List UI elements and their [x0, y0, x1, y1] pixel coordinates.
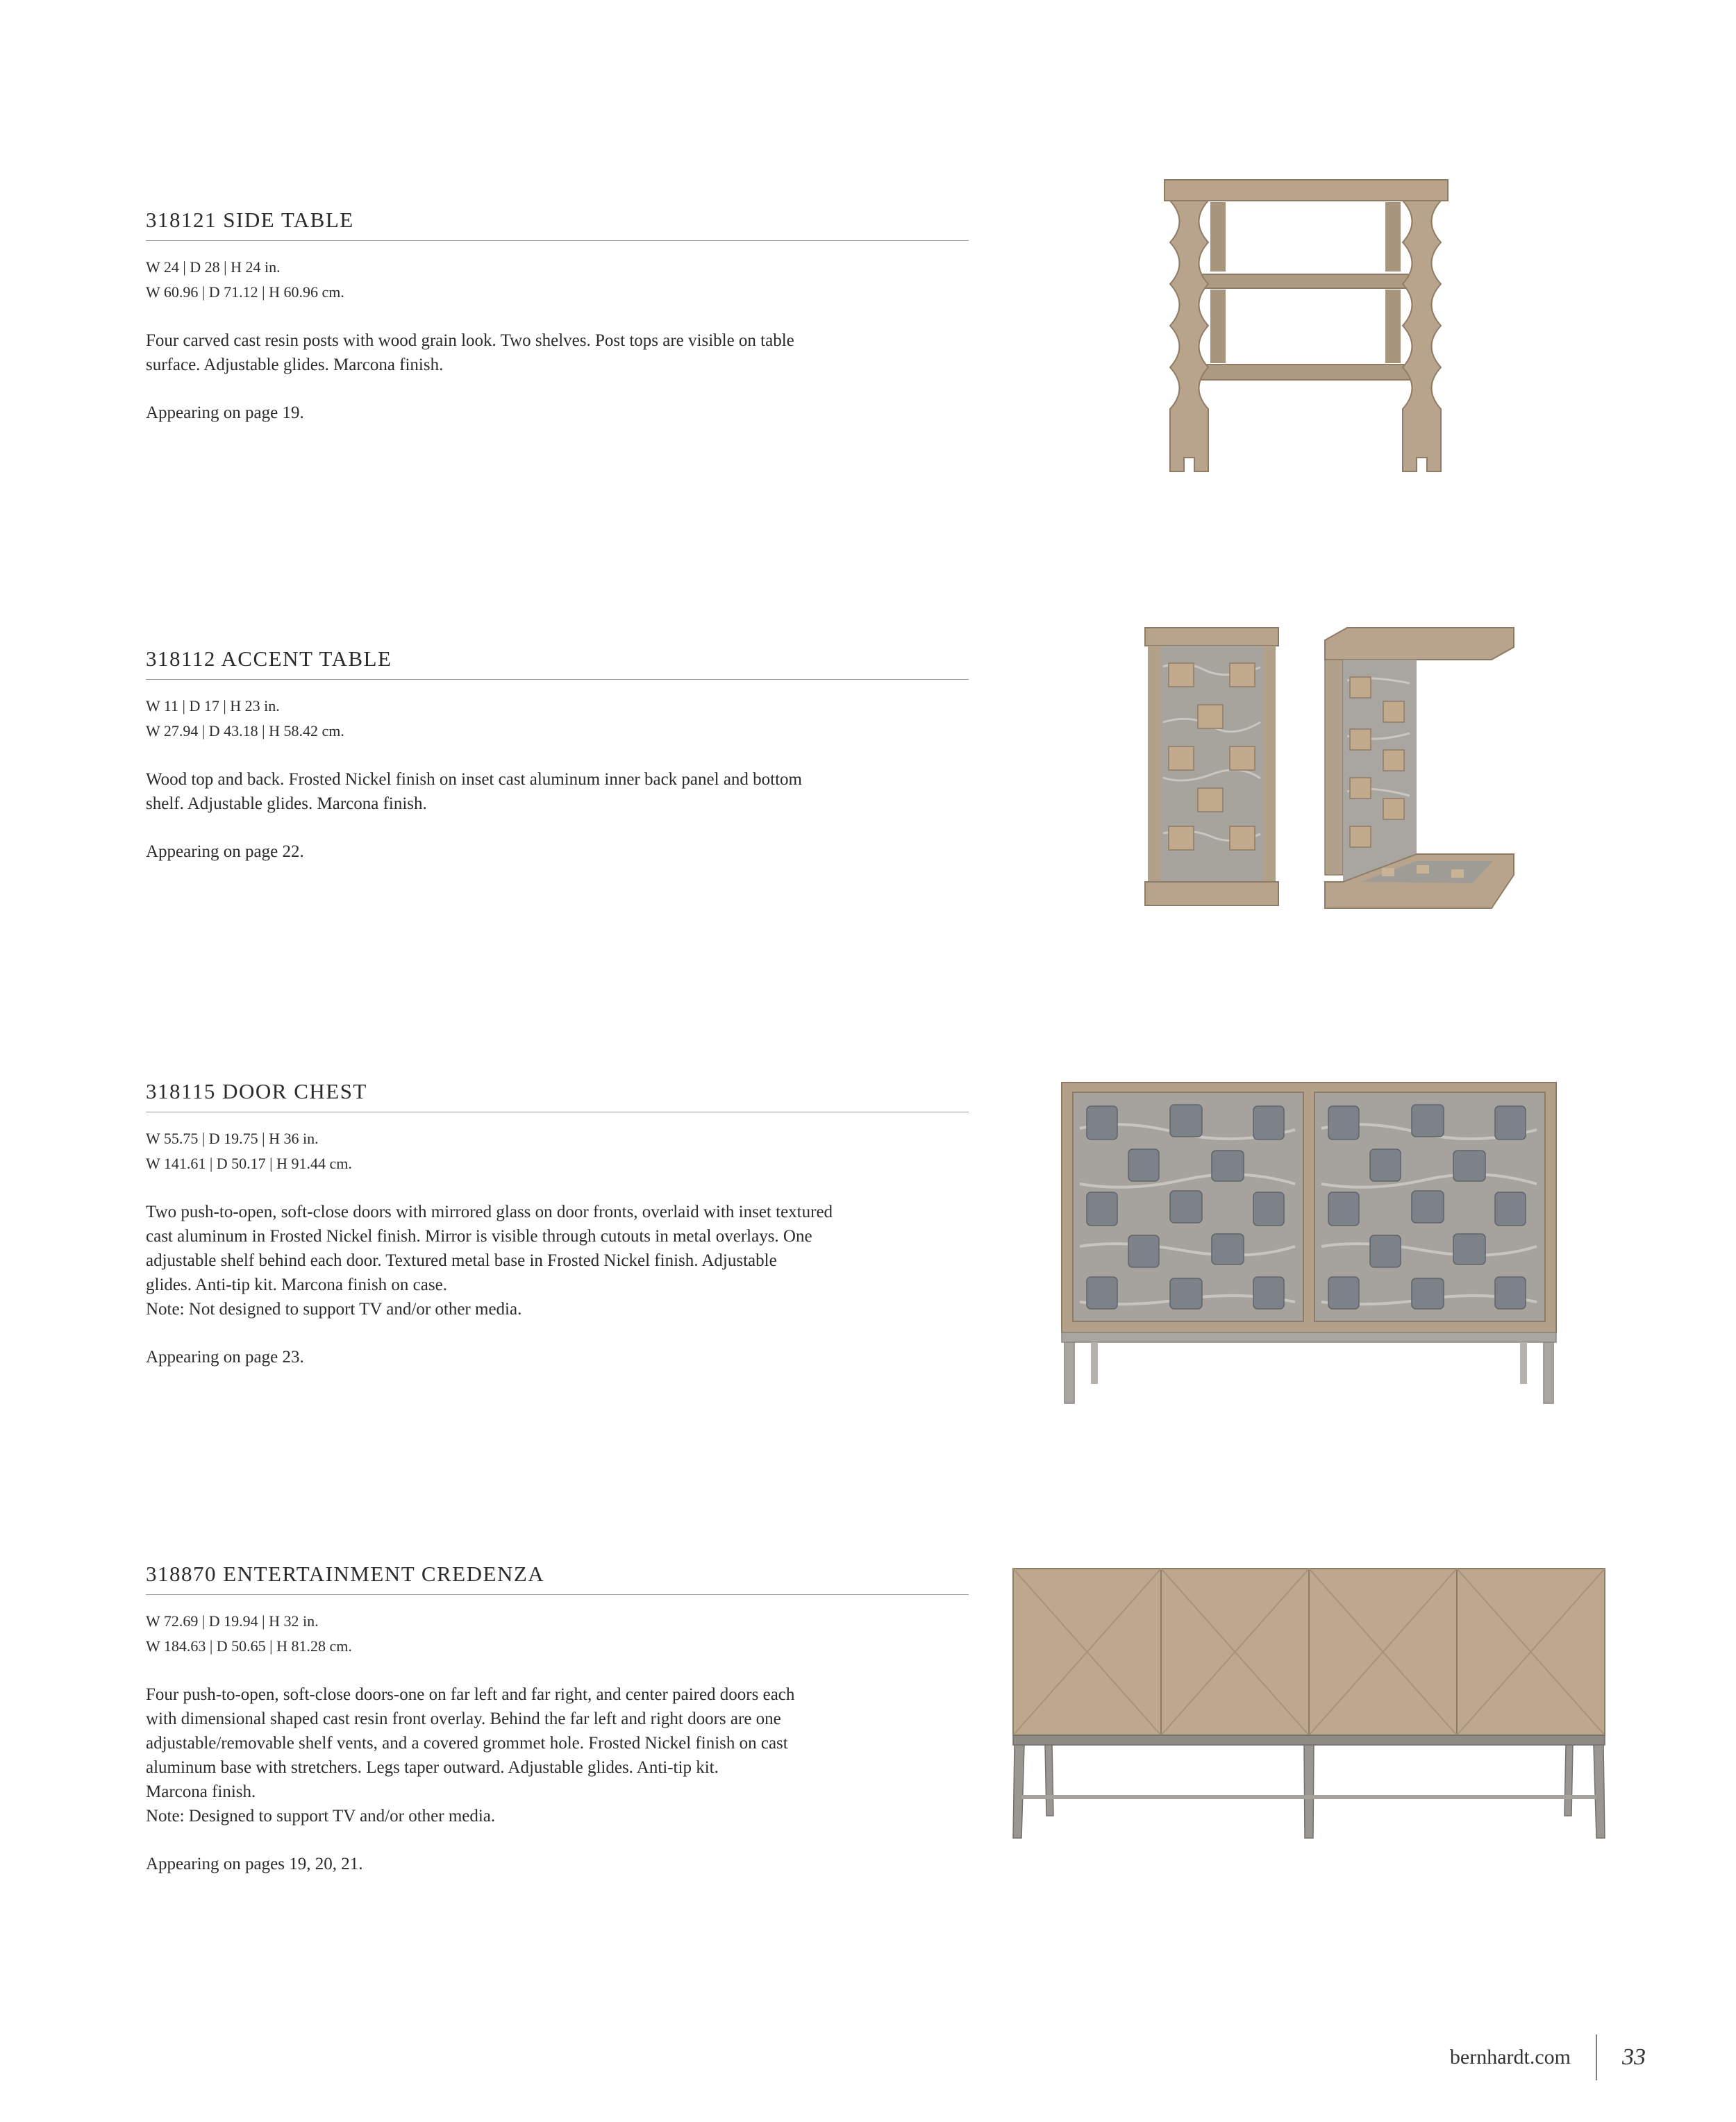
appearing-on: Appearing on page 19.: [146, 403, 304, 423]
product-title: 318115 DOOR CHEST: [146, 1079, 367, 1103]
description-line: glides. Anti-tip kit. Marcona finish on case.: [146, 1276, 447, 1295]
website-url[interactable]: bernhardt.com: [1449, 2046, 1571, 2069]
description-line: Two push-to-open, soft-close doors with mirrored glass on door fronts, overlaid with inset textured: [146, 1203, 833, 1222]
appearing-on: Appearing on page 23.: [146, 1348, 304, 1367]
product-description: [146, 1682, 969, 1828]
dimensions-cm: W 141.61 | D 50.17 | H 91.44 cm.: [146, 1155, 352, 1173]
dimensions-inches: W 72.69 | D 19.94 | H 32 in.: [146, 1612, 319, 1630]
appearing-on: Appearing on page 22.: [146, 842, 304, 862]
description-line: Four push-to-open, soft-close doors-one on far left and far right, and center paired doors each: [146, 1685, 795, 1705]
description-line: shelf. Adjustable glides. Marcona finish.: [146, 794, 427, 814]
description-line: Note: Not designed to support TV and/or other media.: [146, 1300, 522, 1319]
product-side-table: [146, 208, 969, 425]
dimensions-cm: W 27.94 | D 43.18 | H 58.42 cm.: [146, 722, 344, 740]
dimensions-inches: W 11 | D 17 | H 23 in.: [146, 697, 280, 715]
page-number: 33: [1622, 2044, 1646, 2070]
description-line: cast aluminum in Frosted Nickel finish. Mirror is visible through cutouts in metal overlays. One: [146, 1227, 812, 1246]
description-line: adjustable/removable shelf vents, and a covered grommet hole. Frosted Nickel finish on cast: [146, 1734, 788, 1753]
credenza-photo: [1010, 1566, 1608, 1844]
description-line: adjustable shelf behind each door. Textured metal base in Frosted Nickel finish. Adjustable: [146, 1251, 777, 1271]
side-table-photo: [1156, 177, 1455, 476]
product-door-chest: [146, 1080, 969, 1369]
product-accent-table: [146, 647, 969, 864]
description-line: Marcona finish.: [146, 1782, 256, 1802]
dimensions-cm: W 184.63 | D 50.65 | H 81.28 cm.: [146, 1637, 352, 1655]
description-line: with dimensional shaped cast resin front overlay. Behind the far left and right doors are one: [146, 1710, 781, 1729]
product-title: 318870 ENTERTAINMENT CREDENZA: [146, 1562, 545, 1586]
divider: [146, 240, 969, 241]
description-line: Wood top and back. Frosted Nickel finish on inset cast aluminum inner back panel and bottom: [146, 770, 803, 790]
page-footer: [1450, 2033, 1646, 2082]
description-line: surface. Adjustable glides. Marcona finish.: [146, 356, 444, 375]
product-description: [146, 1200, 969, 1321]
door-chest-photo: [1059, 1080, 1559, 1406]
product-title: 318121 SIDE TABLE: [146, 208, 354, 232]
product-title: 318112 ACCENT TABLE: [146, 646, 392, 671]
product-description: [146, 328, 969, 377]
divider: [146, 1594, 969, 1595]
description-line: aluminum base with stretchers. Legs taper outward. Adjustable glides. Anti-tip kit.: [146, 1758, 719, 1778]
divider: [146, 679, 969, 680]
accent-table-angle-photo: [1319, 625, 1521, 911]
description-line: Four carved cast resin posts with wood grain look. Two shelves. Post tops are visible on table: [146, 331, 794, 351]
appearing-on: Appearing on pages 19, 20, 21.: [146, 1855, 363, 1874]
product-entertainment-credenza: [146, 1562, 969, 1876]
product-description: [146, 767, 969, 816]
description-line: Note: Designed to support TV and/or other media.: [146, 1807, 496, 1826]
accent-table-front-photo: [1142, 625, 1281, 910]
dimensions-inches: W 24 | D 28 | H 24 in.: [146, 258, 281, 276]
dimensions-cm: W 60.96 | D 71.12 | H 60.96 cm.: [146, 283, 344, 301]
dimensions-inches: W 55.75 | D 19.75 | H 36 in.: [146, 1130, 319, 1148]
